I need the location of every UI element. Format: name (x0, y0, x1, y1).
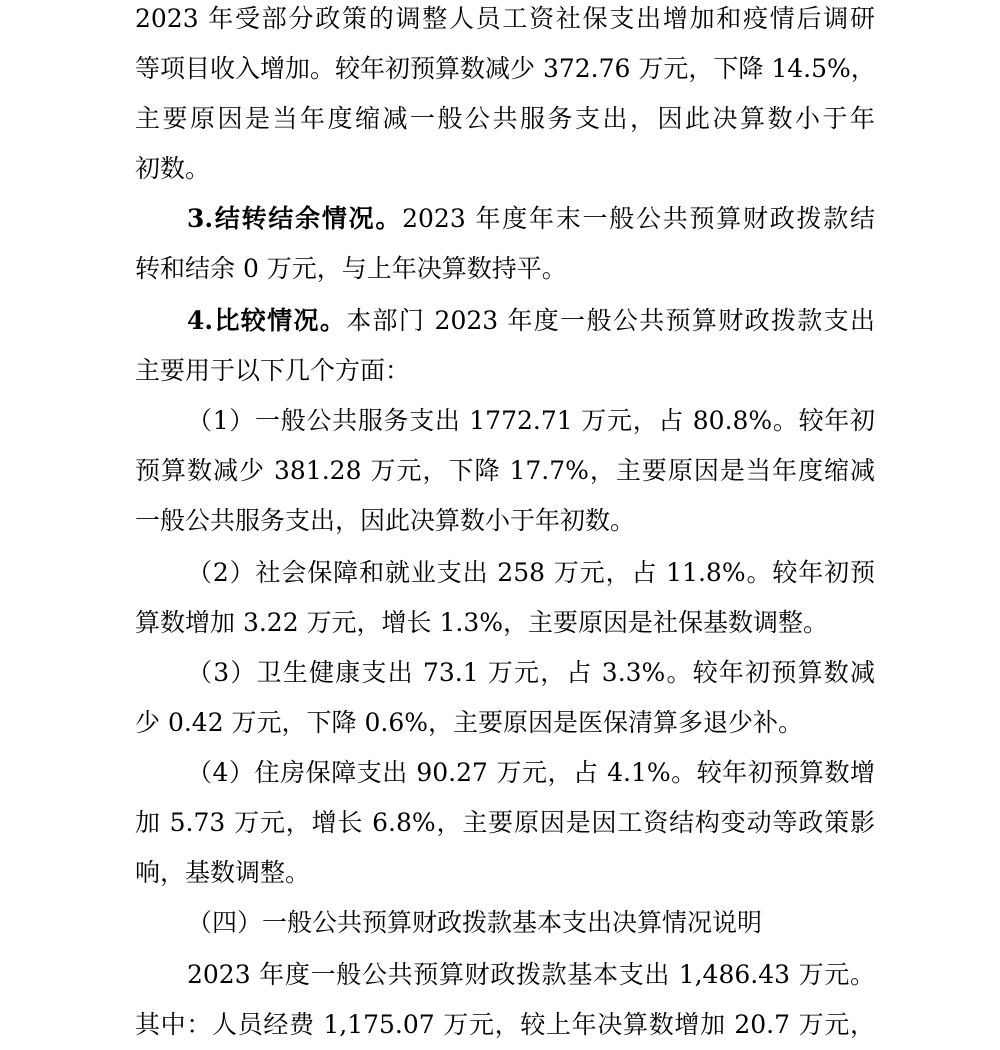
section-title: （四）一般公共预算财政拨款基本支出决算情况说明 (187, 908, 763, 937)
section-heading-bold: 3.结转结余情况。 (187, 204, 403, 233)
section-heading-line (187, 296, 875, 346)
paragraph-line: 等项目收入增加。较年初预算数减少 372.76 万元，下降 14.5%， (135, 54, 876, 83)
paragraph-line: 初数。 (135, 154, 211, 183)
paragraph-line: 主要用于以下几个方面： (135, 356, 411, 385)
list-item-line: （1）一般公共服务支出 1772.71 万元，占 80.8%。较年初 (187, 406, 875, 435)
paragraph-line: 其中：人员经费 1,175.07 万元，较上年决算数增加 20.7 万元， (135, 1010, 875, 1039)
section-heading-line (187, 194, 875, 244)
paragraph-line: 一般公共服务支出，因此决算数小于年初数。 (135, 506, 636, 535)
paragraph-line: 2023 年受部分政策的调整人员工资社保支出增加和疫情后调研 (135, 4, 875, 33)
list-item-line: （3）卫生健康支出 73.1 万元，占 3.3%。较年初预算数减 (187, 658, 875, 687)
paragraph-line: 少 0.42 万元，下降 0.6%，主要原因是医保清算多退少补。 (135, 708, 804, 737)
paragraph-line: 加 5.73 万元，增长 6.8%，主要原因是因工资结构变动等政策影 (135, 808, 875, 837)
paragraph-line: 算数增加 3.22 万元，增长 1.3%，主要原因是社保基数调整。 (135, 608, 829, 637)
paragraph-line: 2023 年度一般公共预算财政拨款基本支出 1,486.43 万元。 (187, 960, 875, 989)
paragraph-line: 转和结余 0 万元，与上年决算数持平。 (135, 254, 567, 283)
section-heading-text: 2023 年度年末一般公共预算财政拨款结 (402, 204, 875, 233)
section-heading-text: 本部门 2023 年度一般公共预算财政拨款支出 (346, 306, 875, 335)
paragraph-line: 主要原因是当年度缩减一般公共服务支出，因此决算数小于年 (135, 104, 875, 133)
list-item-line: （2）社会保障和就业支出 258 万元，占 11.8%。较年初预 (187, 558, 875, 587)
paragraph-line: 预算数减少 381.28 万元，下降 17.7%，主要原因是当年度缩减 (135, 456, 875, 485)
list-item-line: （4）住房保障支出 90.27 万元，占 4.1%。较年初预算数增 (187, 758, 875, 787)
section-heading-bold: 4.比较情况。 (187, 306, 347, 335)
paragraph-line: 响，基数调整。 (135, 858, 311, 887)
